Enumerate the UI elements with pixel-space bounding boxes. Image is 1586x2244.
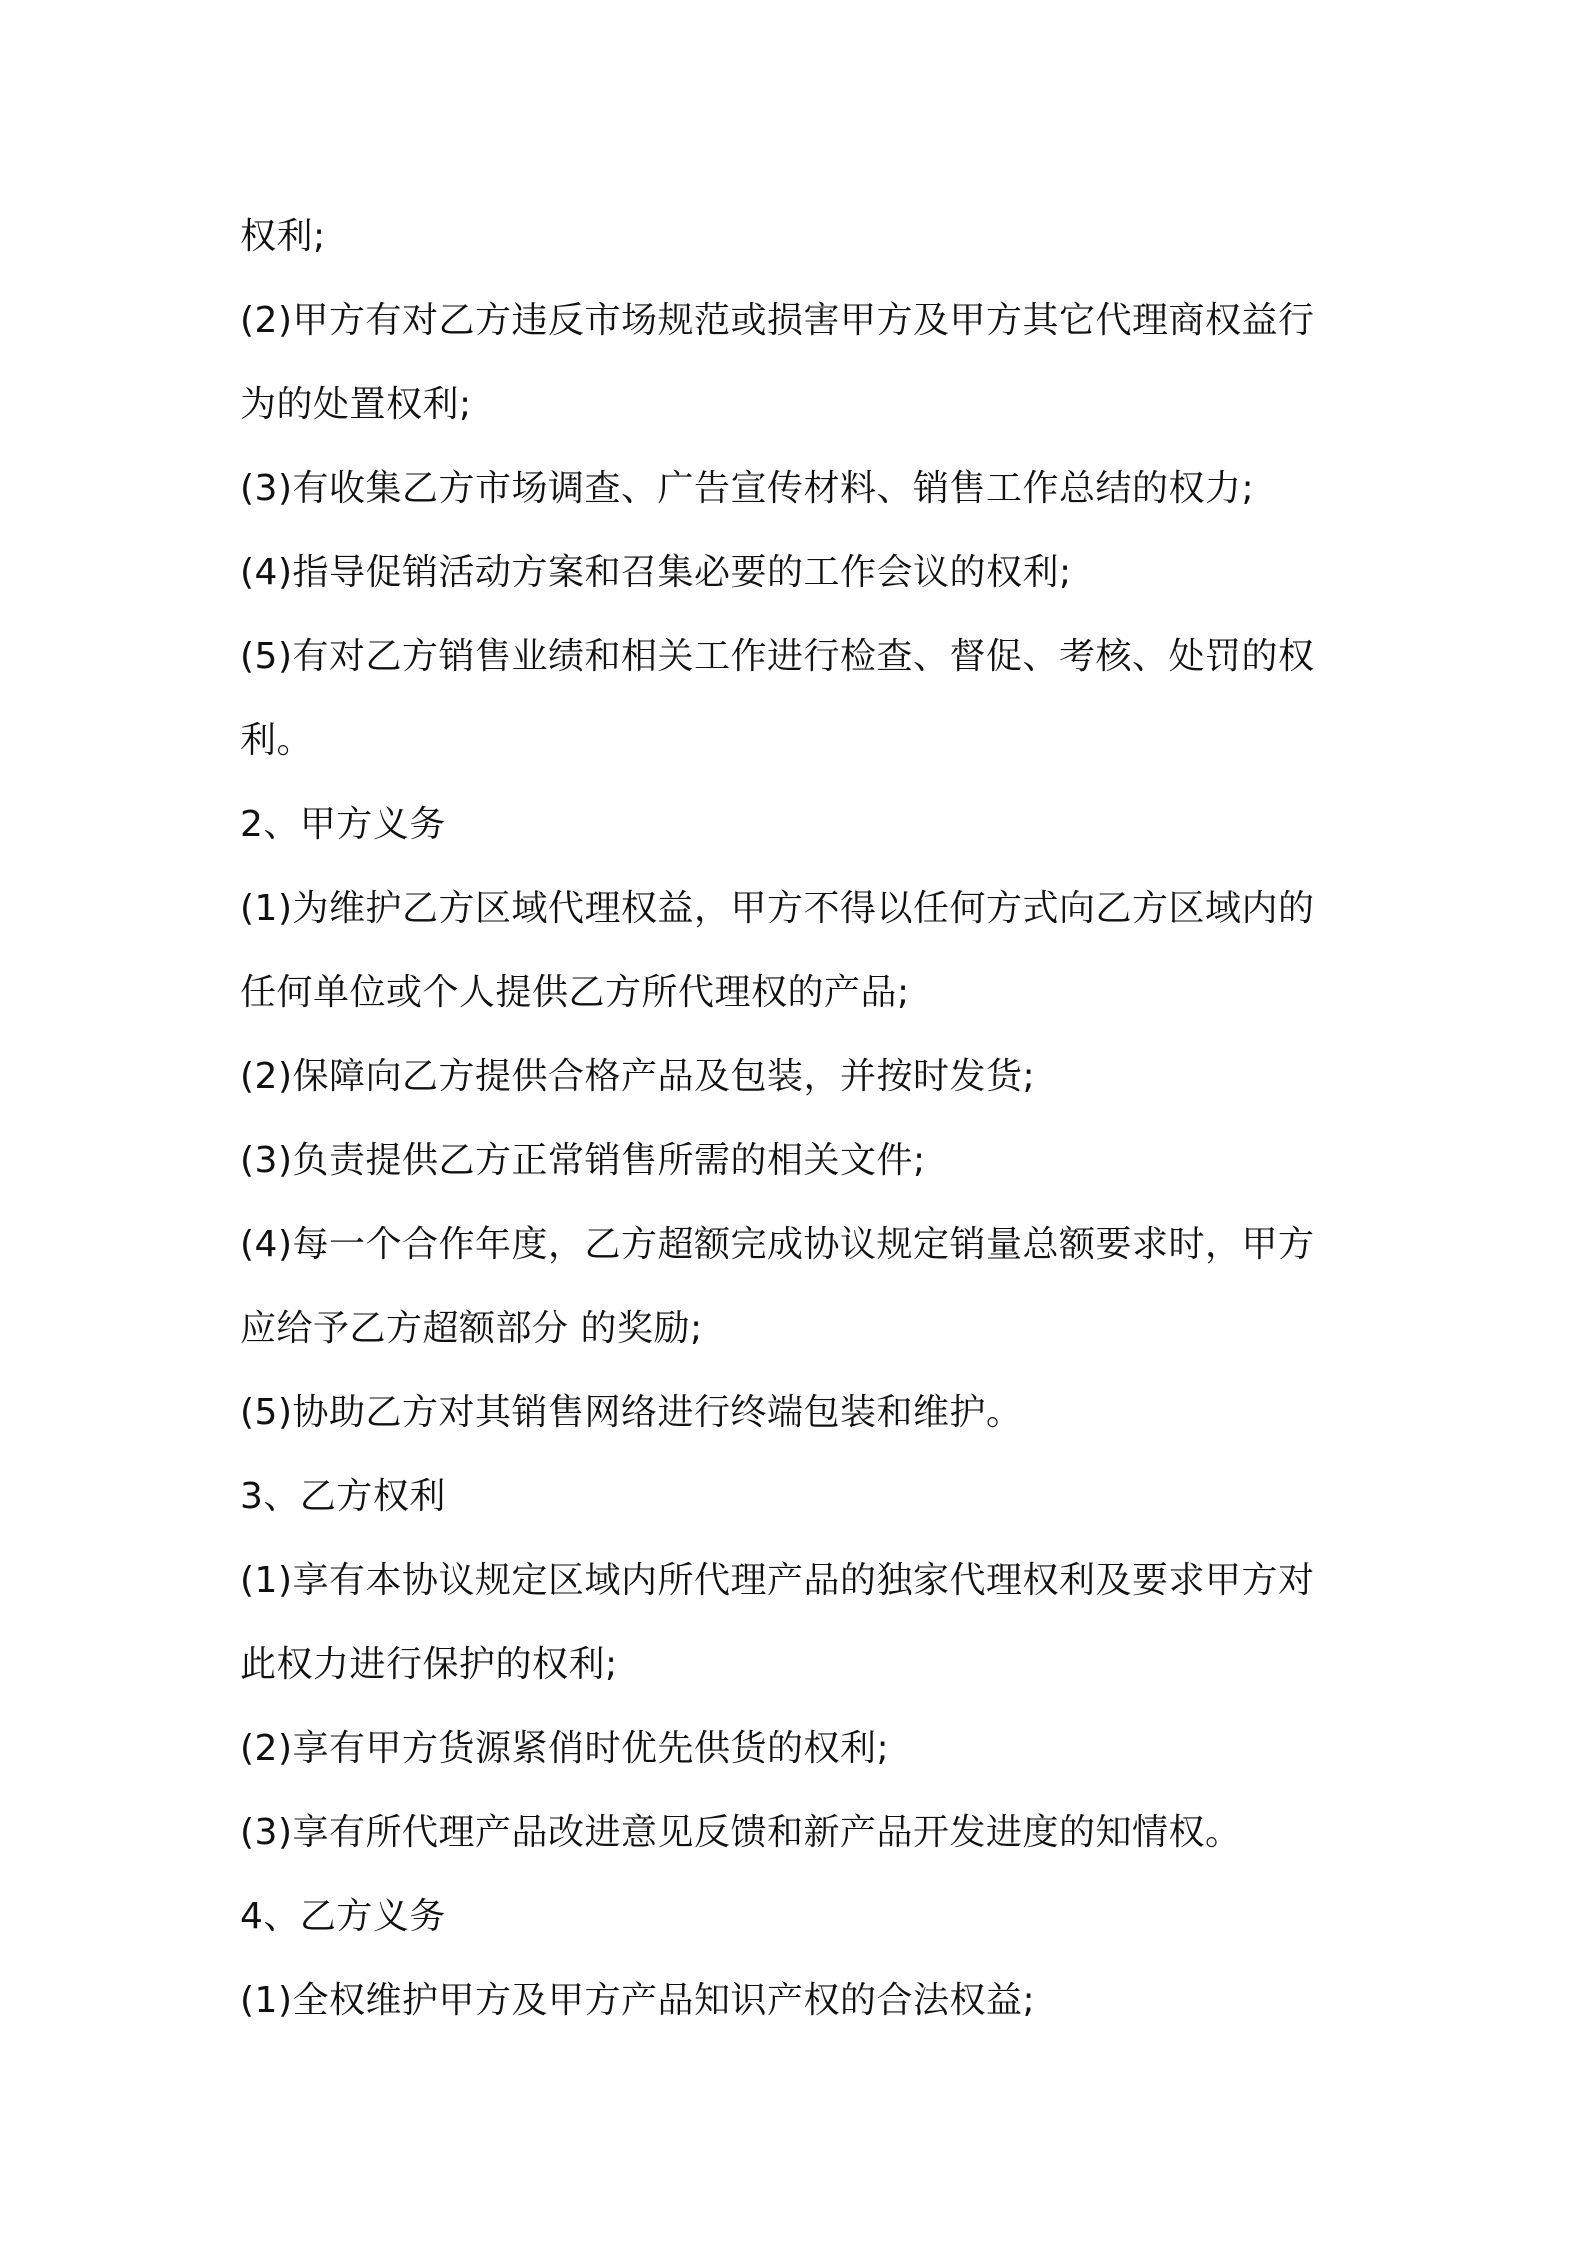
text-line: 任何单位或个人提供乙方所代理权的产品; (240, 972, 910, 1013)
text-line: (1)为维护乙方区域代理权益，甲方不得以任何方式向乙方区域内的 (240, 888, 1315, 929)
text-line: (2)甲方有对乙方违反市场规范或损害甲方及甲方其它代理商权益行 (240, 300, 1315, 341)
text-line: (4)每一个合作年度，乙方超额完成协议规定销量总额要求时，甲方 (240, 1224, 1315, 1265)
document-body (240, 195, 1350, 2043)
text-line: (3)享有所代理产品改进意见反馈和新产品开发进度的知情权。 (240, 1812, 1242, 1853)
text-line: (5)协助乙方对其销售网络进行终端包装和维护。 (240, 1392, 1023, 1433)
text-line: (5)有对乙方销售业绩和相关工作进行检查、督促、考核、处罚的权 (240, 636, 1315, 677)
text-line: (2)保障向乙方提供合格产品及包装，并按时发货; (240, 1056, 1036, 1097)
text-line: 权利; (240, 216, 326, 257)
text-line: (3)负责提供乙方正常销售所需的相关文件; (240, 1140, 926, 1181)
text-line: (1)享有本协议规定区域内所代理产品的独家代理权利及要求甲方对 (240, 1560, 1315, 1601)
text-line: 应给予乙方超额部分 的奖励; (240, 1308, 703, 1349)
text-line: 此权力进行保护的权利; (240, 1644, 618, 1685)
section-heading: 3、乙方权利 (240, 1476, 446, 1517)
text-line: (2)享有甲方货源紧俏时优先供货的权利; (240, 1728, 890, 1769)
text-line: (1)全权维护甲方及甲方产品知识产权的合法权益; (240, 1980, 1036, 2021)
text-line: (4)指导促销活动方案和召集必要的工作会议的权利; (240, 552, 1072, 593)
text-line: 利。 (240, 720, 314, 761)
text-line: (3)有收集乙方市场调查、广告宣传材料、销售工作总结的权力; (240, 468, 1255, 509)
section-heading: 4、乙方义务 (240, 1896, 446, 1937)
text-line: 为的处置权利; (240, 384, 472, 425)
section-heading: 2、甲方义务 (240, 804, 446, 845)
